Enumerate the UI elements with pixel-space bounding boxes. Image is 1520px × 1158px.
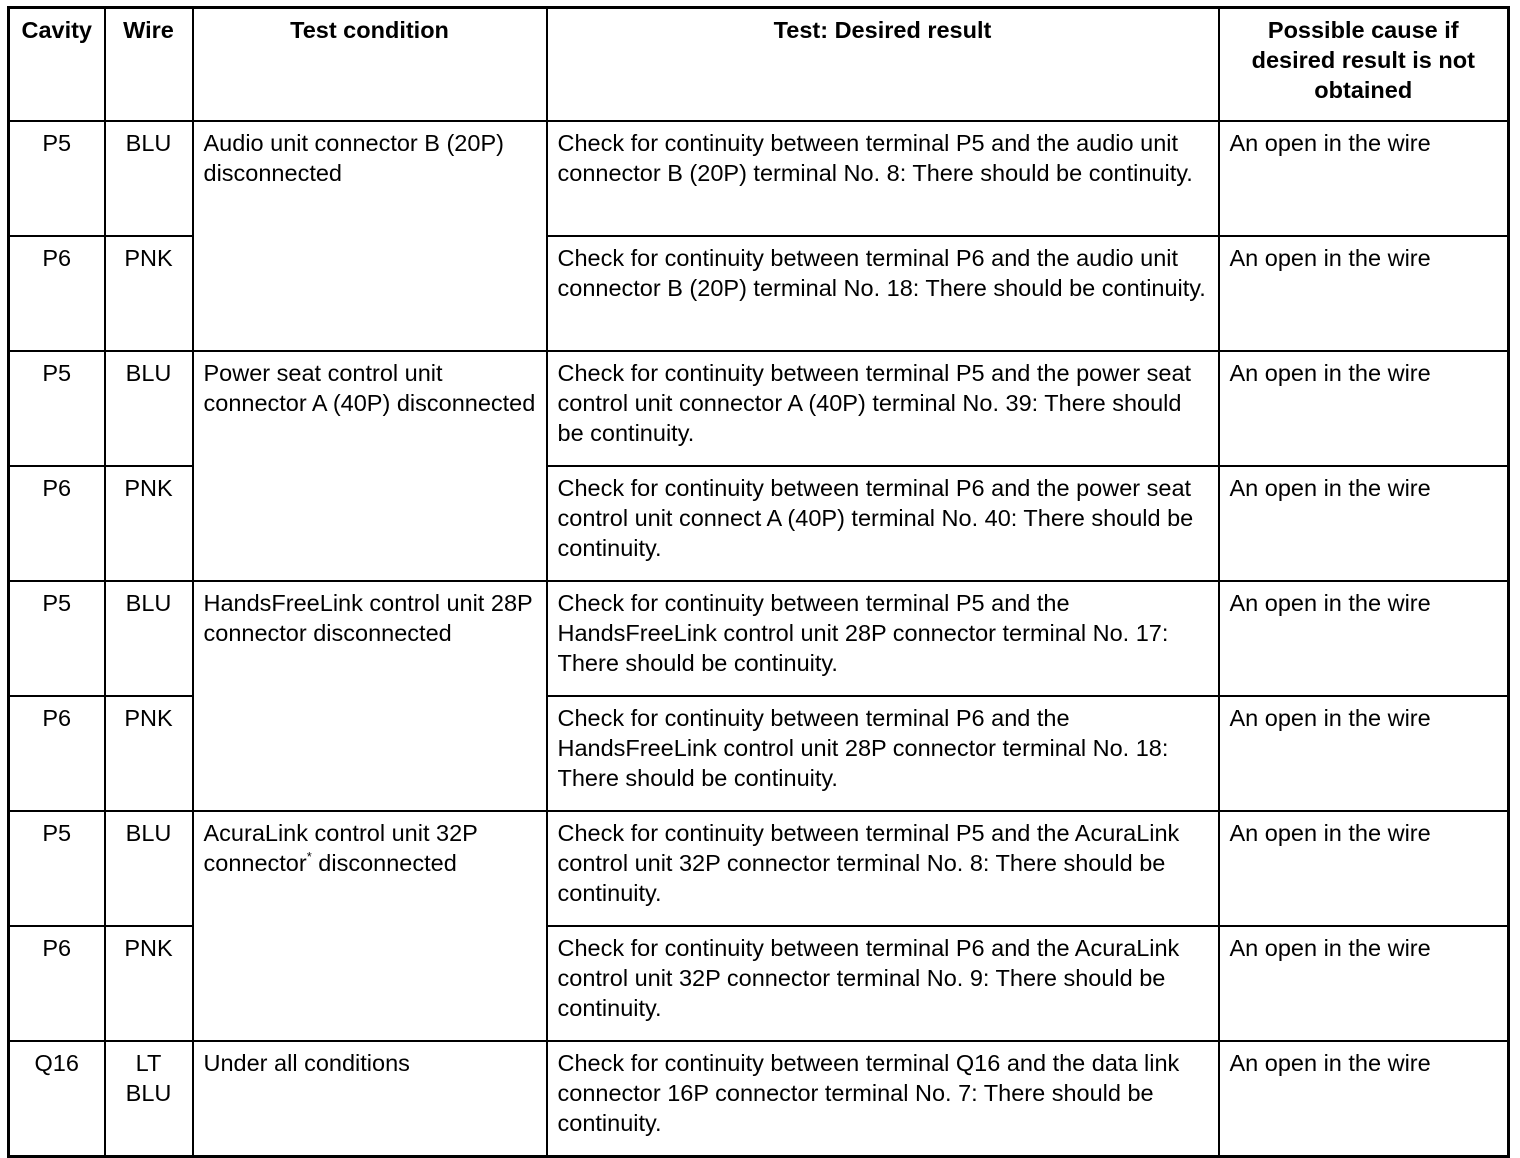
possible-cause-cell: An open in the wire xyxy=(1219,1041,1509,1157)
test-condition-cell: Audio unit connector B (20P) disconnected xyxy=(193,121,547,351)
wire-cell: PNK xyxy=(105,926,193,1041)
test-condition-cell xyxy=(193,811,547,1041)
desired-result-cell: Check for continuity between terminal P6 and the HandsFreeLink control unit 28P connector terminal No. 18: There should be continuity. xyxy=(547,696,1219,811)
table-row xyxy=(9,121,1509,236)
desired-result-cell: Check for continuity between terminal P6 and the AcuraLink control unit 32P connector terminal No. 9: There should be continuity. xyxy=(547,926,1219,1041)
test-condition-cell: Under all conditions xyxy=(193,1041,547,1157)
header-test-condition: Test condition xyxy=(193,8,547,122)
cavity-cell: P5 xyxy=(9,121,105,236)
header-desired-result: Test: Desired result xyxy=(547,8,1219,122)
wire-line-1: LT xyxy=(135,1050,162,1076)
desired-result-cell: Check for continuity between terminal P6 and the power seat control unit connect A (40P) terminal No. 40: There should be continuity. xyxy=(547,466,1219,581)
possible-cause-cell: An open in the wire xyxy=(1219,696,1509,811)
cavity-cell: P6 xyxy=(9,466,105,581)
header-possible-cause: Possible cause if desired result is not obtained xyxy=(1219,8,1509,122)
footnote-marker: * xyxy=(306,849,312,864)
desired-result-cell: Check for continuity between terminal P5 and the AcuraLink control unit 32P connector terminal No. 8: There should be continuity. xyxy=(547,811,1219,926)
cavity-cell: Q16 xyxy=(9,1041,105,1157)
possible-cause-cell: An open in the wire xyxy=(1219,811,1509,926)
desired-result-cell: Check for continuity between terminal P5 and the power seat control unit connector A (40P) terminal No. 39: There should be continuity. xyxy=(547,351,1219,466)
header-cavity: Cavity xyxy=(9,8,105,122)
cavity-cell: P6 xyxy=(9,926,105,1041)
possible-cause-cell: An open in the wire xyxy=(1219,581,1509,696)
desired-result-cell: Check for continuity between terminal P6 and the audio unit connector B (20P) terminal No. 18: There should be continuity. xyxy=(547,236,1219,351)
cavity-cell: P6 xyxy=(9,236,105,351)
possible-cause-cell: An open in the wire xyxy=(1219,466,1509,581)
wire-cell: BLU xyxy=(105,581,193,696)
wire-cell: PNK xyxy=(105,236,193,351)
possible-cause-cell: An open in the wire xyxy=(1219,236,1509,351)
table-row xyxy=(9,1041,1509,1157)
wire-cell: BLU xyxy=(105,121,193,236)
cavity-cell: P5 xyxy=(9,351,105,466)
desired-result-cell: Check for continuity between terminal P5 and the HandsFreeLink control unit 28P connector terminal No. 17: There should be continuity. xyxy=(547,581,1219,696)
cavity-cell: P5 xyxy=(9,581,105,696)
possible-cause-cell: An open in the wire xyxy=(1219,926,1509,1041)
table-row xyxy=(9,581,1509,696)
wire-line-2: BLU xyxy=(125,1080,172,1106)
wire-cell: PNK xyxy=(105,696,193,811)
wire-cell xyxy=(105,1041,193,1157)
condition-text: AcuraLink control unit 32P connector xyxy=(203,820,478,876)
header-wire: Wire xyxy=(105,8,193,122)
wire-cell: PNK xyxy=(105,466,193,581)
test-condition-cell: HandsFreeLink control unit 28P connector disconnected xyxy=(193,581,547,811)
condition-text-suffix: disconnected xyxy=(311,850,457,876)
desired-result-cell: Check for continuity between terminal Q16 and the data link connector 16P connector terminal No. 7: There should be continuity. xyxy=(547,1041,1219,1157)
test-condition-cell: Power seat control unit connector A (40P) disconnected xyxy=(193,351,547,581)
desired-result-cell: Check for continuity between terminal P5 and the audio unit connector B (20P) terminal No. 8: There should be continuity. xyxy=(547,121,1219,236)
header-row xyxy=(9,8,1509,122)
wire-cell: BLU xyxy=(105,351,193,466)
cavity-cell: P5 xyxy=(9,811,105,926)
cavity-cell: P6 xyxy=(9,696,105,811)
possible-cause-cell: An open in the wire xyxy=(1219,121,1509,236)
table-row xyxy=(9,351,1509,466)
table-row xyxy=(9,811,1509,926)
possible-cause-cell: An open in the wire xyxy=(1219,351,1509,466)
wire-cell: BLU xyxy=(105,811,193,926)
continuity-test-table xyxy=(7,6,1510,1158)
